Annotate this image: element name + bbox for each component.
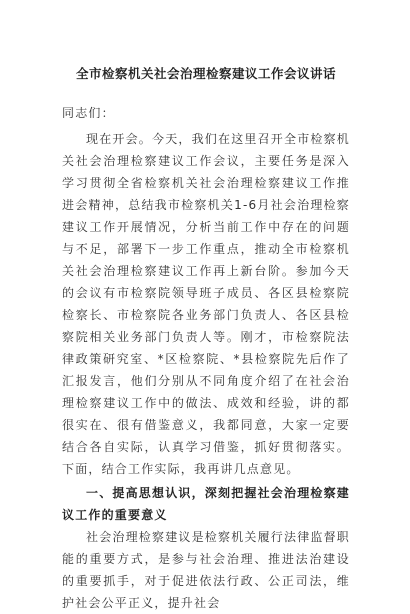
section-heading-1: 一、提高思想认识，深刻把握社会治理检察建议工作的重要意义 (62, 486, 351, 522)
greeting: 同志们： (62, 106, 115, 120)
paragraph-opening: 现在开会。今天，我们在这里召开全市检察机关社会治理检察建议工作会议，主要任务是深入学习贯彻全省检察机关社会治理检察建议工作推进会精神，总结我市检察机关1-6月社会治理检察建议工作开展情况，分析当前工作中存在的问题与不足，部署下一步工作重点，推动全市检察机关社会治理检察建议工作再上新台阶。参加今天的会议有市检察院领导班子成员、各区县检察院检察长、市检察院各业务部门负责人、各区县检察院相关业务部门负责人等。刚才，市检察院法律政策研究室、*区检察院、*县检察院先后作了汇报发言，他们分别从不同角度介绍了在社会治理检察建议工作中的做法、成效和经验，讲的都很实在、很有借鉴意义，我都同意，大家一定要结合各自实际，认真学习借鉴，抓好贯彻落实。下面，结合工作实际，我再讲几点意见。 (62, 132, 351, 476)
paragraph-section-1: 社会治理检察建议是检察机关履行法律监督职能的重要方式，是参与社会治理、推进法治建设的重要抓手，对于促进依法行政、公正司法，维护社会公平正义，提升社会 (62, 530, 351, 610)
document-title: 全市检察机关社会治理检察建议工作会议讲话 (75, 66, 336, 81)
